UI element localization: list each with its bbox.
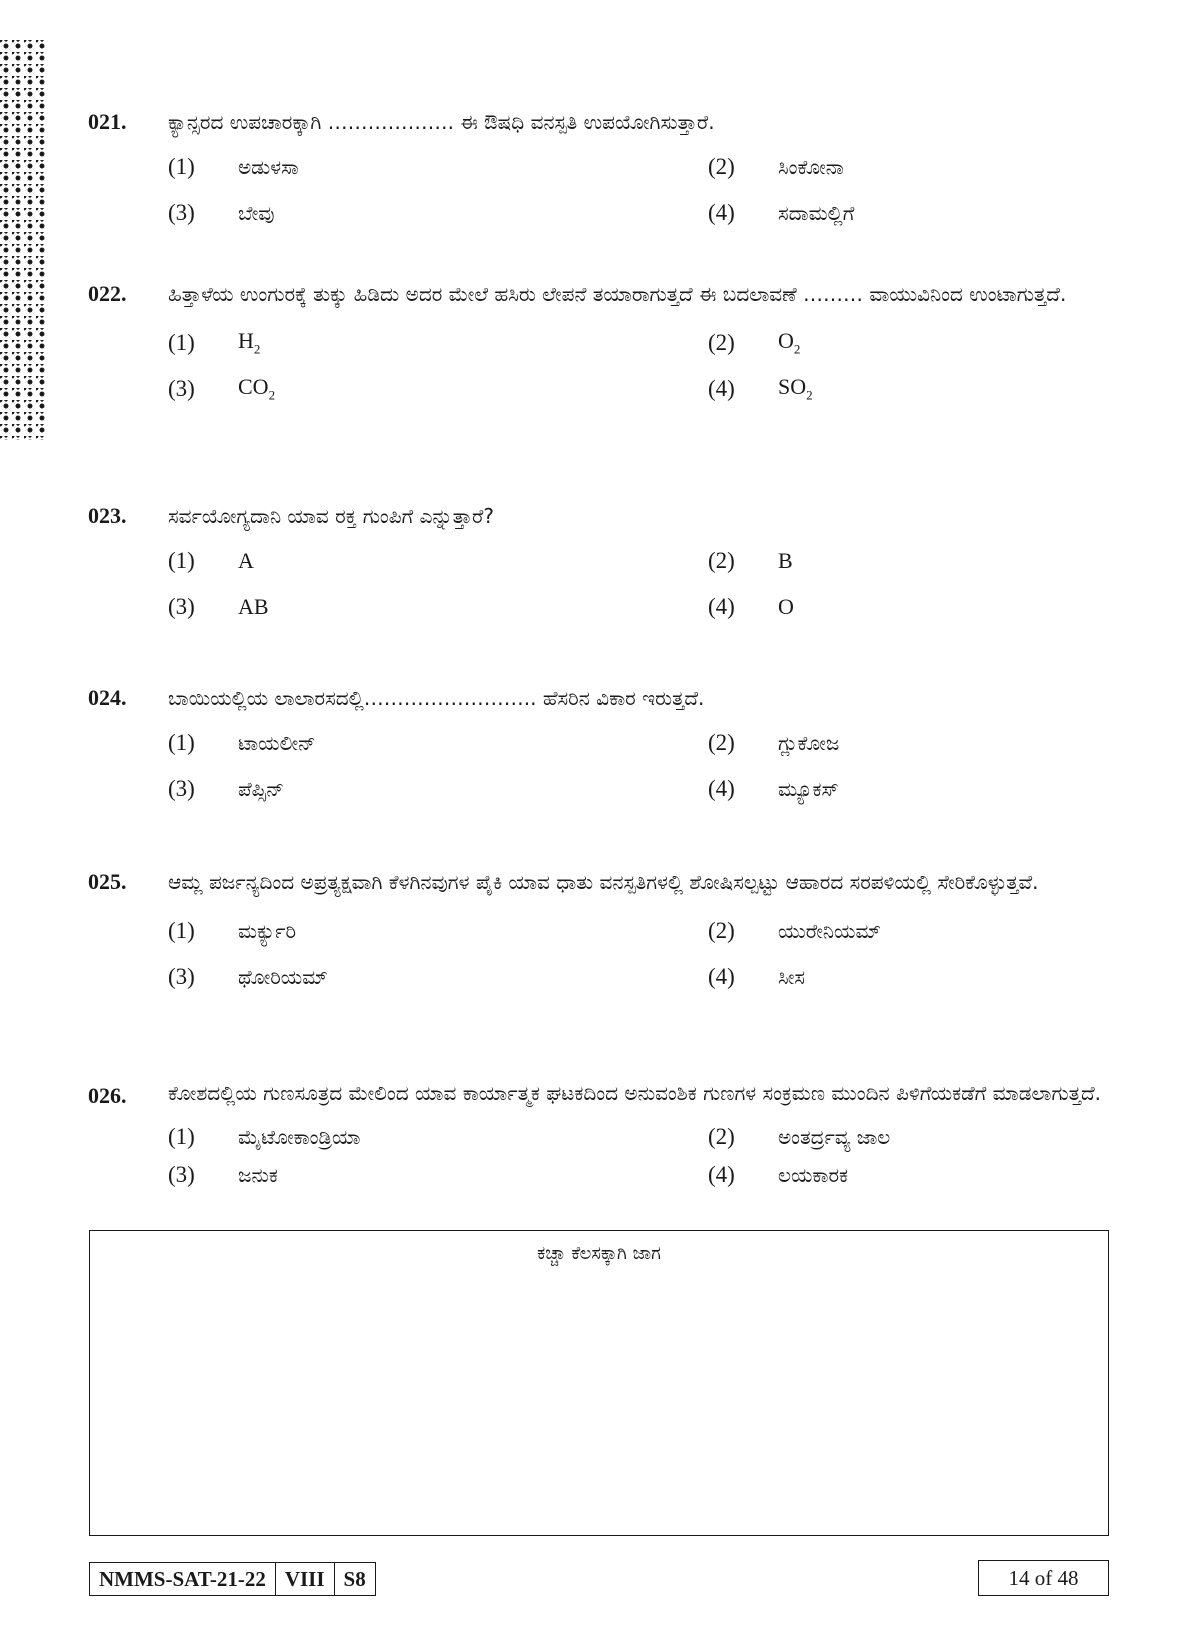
question-number: 021. xyxy=(88,109,127,134)
set-code: S8 xyxy=(334,1563,375,1595)
decorative-margin-pattern xyxy=(0,40,48,440)
option-4[interactable]: (4) ಲಯಕಾರಕ xyxy=(708,1162,849,1187)
options xyxy=(168,320,1118,412)
paper-code xyxy=(89,1562,376,1596)
question-text: ಆಮ್ಲ ಪರ್ಜನ್ಯದಿಂದ ಅಪ್ರತ್ಯಕ್ಷವಾಗಿ ಕೆಳಗಿನವುಗಳ ಪೈಕಿ ಯಾವ ಧಾತು ವನಸ್ಪತಿಗಳಲ್ಲಿ ಶೋಷಿಸಲ್ಪಟ್ಟು ಆಹಾರದ ಸರಪಳಿಯಲ್ಲಿ ಸೇರಿಕೊಳ್ಳುತ್ತವೆ. xyxy=(168,870,1039,894)
page-number: 14 of 48 xyxy=(978,1560,1109,1596)
option-4[interactable]: (4) ಮ್ಯೂಕಸ್ xyxy=(708,776,839,801)
question-text: ಕ್ಯಾನ್ಸರದ ಉಪಚಾರಕ್ಕಾಗಿ ………………. ಈ ಔಷಧಿ ವನಸ್ಪತಿ ಉಪಯೋಗಿಸುತ್ತಾರೆ. xyxy=(168,110,715,134)
options xyxy=(168,908,1118,1000)
question-number: 022. xyxy=(88,281,127,306)
option-3[interactable]: (3) $CO_2$ xyxy=(168,374,276,403)
option-2[interactable]: (2) ಅಂತರ್ದ್ರವ್ಯ ಜಾಲ xyxy=(708,1124,891,1149)
option-2[interactable]: (2) ಸಿಂಕೋನಾ xyxy=(708,154,844,179)
class-code: VIII xyxy=(275,1563,334,1595)
option-1[interactable]: (1) $H_2$ xyxy=(168,328,261,357)
option-2[interactable]: (2) $O_2$ xyxy=(708,328,801,357)
rough-work-box xyxy=(89,1230,1109,1536)
question-024 xyxy=(88,676,1118,812)
option-3[interactable]: (3) AB xyxy=(168,594,269,619)
question-025 xyxy=(88,860,1118,1000)
question-text: ಬಾಯಿಯಲ್ಲಿಯ ಲಾಲಾರಸದಲ್ಲಿ…………………….. ಹೆಸರಿನ ವಿಕಾರ ಇರುತ್ತದೆ. xyxy=(168,686,705,710)
options xyxy=(168,144,1118,236)
question-number: 023. xyxy=(88,503,127,528)
question-text: ಕೋಶದಲ್ಲಿಯ ಗುಣಸೂತ್ರದ ಮೇಲಿಂದ ಯಾವ ಕಾರ್ಯಾತ್ಮಕ ಘಟಕದಿಂದ ಅನುವಂಶಿಕ ಗುಣಗಳ ಸಂಕ್ರಮಣ ಮುಂದಿನ ಪಿಳಿಗೆಯಕಡೆಗೆ ಮಾಡಲಾಗುತ್ತದೆ. xyxy=(168,1081,1102,1105)
question-text: ಹಿತ್ತಾಳೆಯ ಉಂಗುರಕ್ಕೆ ತುಕ್ಕು ಹಿಡಿದು ಅದರ ಮೇಲೆ ಹಸಿರು ಲೇಪನೆ ತಯಾರಾಗುತ್ತದೆ ಈ ಬದಲಾವಣೆ ……… ವಾಯುವಿನಿಂದ ಉಂಟಾಗುತ್ತದೆ. xyxy=(168,282,1067,306)
option-1[interactable]: (1) ಮರ್ಕ್ಯುರಿ xyxy=(168,918,297,943)
options xyxy=(168,538,1118,630)
option-4[interactable]: (4) $SO_2$ xyxy=(708,374,813,403)
option-3[interactable]: (3) ಥೋರಿಯಮ್ xyxy=(168,964,328,989)
option-1[interactable]: (1) ಅಡುಳಸಾ xyxy=(168,154,299,179)
question-number: 024. xyxy=(88,685,127,710)
option-2[interactable]: (2) ಯುರೇನಿಯಮ್ xyxy=(708,918,881,943)
option-2[interactable]: (2) B xyxy=(708,548,793,573)
rough-work-title: ಕಚ್ಚಾ ಕೆಲಸಕ್ಕಾಗಿ ಜಾಗ xyxy=(537,1243,661,1264)
options xyxy=(168,1118,1118,1194)
options xyxy=(168,720,1118,812)
question-number: 026. xyxy=(88,1083,127,1108)
question-022 xyxy=(88,272,1118,412)
option-4[interactable]: (4) ಸದಾಮಲ್ಲಿಗೆ xyxy=(708,200,855,225)
option-3[interactable]: (3) ಜನುಕ xyxy=(168,1162,278,1187)
question-021 xyxy=(88,100,1118,236)
option-1[interactable]: (1) A xyxy=(168,548,254,573)
exam-code: NMMS-SAT-21-22 xyxy=(99,1566,266,1591)
option-1[interactable]: (1) ಟಾಯಲೀನ್ xyxy=(168,730,316,755)
option-3[interactable]: (3) ಪೆಪ್ಸಿನ್ xyxy=(168,776,284,801)
option-3[interactable]: (3) ಬೇವು xyxy=(168,200,275,225)
question-023 xyxy=(88,494,1118,630)
question-text: ಸರ್ವಯೋಗ್ಯದಾನಿ ಯಾವ ರಕ್ತ ಗುಂಪಿಗೆ ಎನ್ನುತ್ತಾರೆ? xyxy=(168,504,494,528)
option-4[interactable]: (4) ಸೀಸ xyxy=(708,964,805,989)
option-1[interactable]: (1) ಮೈಟೋಕಾಂಡ್ರಿಯಾ xyxy=(168,1124,361,1149)
question-026 xyxy=(88,1074,1118,1194)
question-number: 025. xyxy=(88,869,127,894)
option-2[interactable]: (2) ಗ್ಲುಕೋಜ xyxy=(708,730,840,755)
option-4[interactable]: (4) O xyxy=(708,594,794,619)
